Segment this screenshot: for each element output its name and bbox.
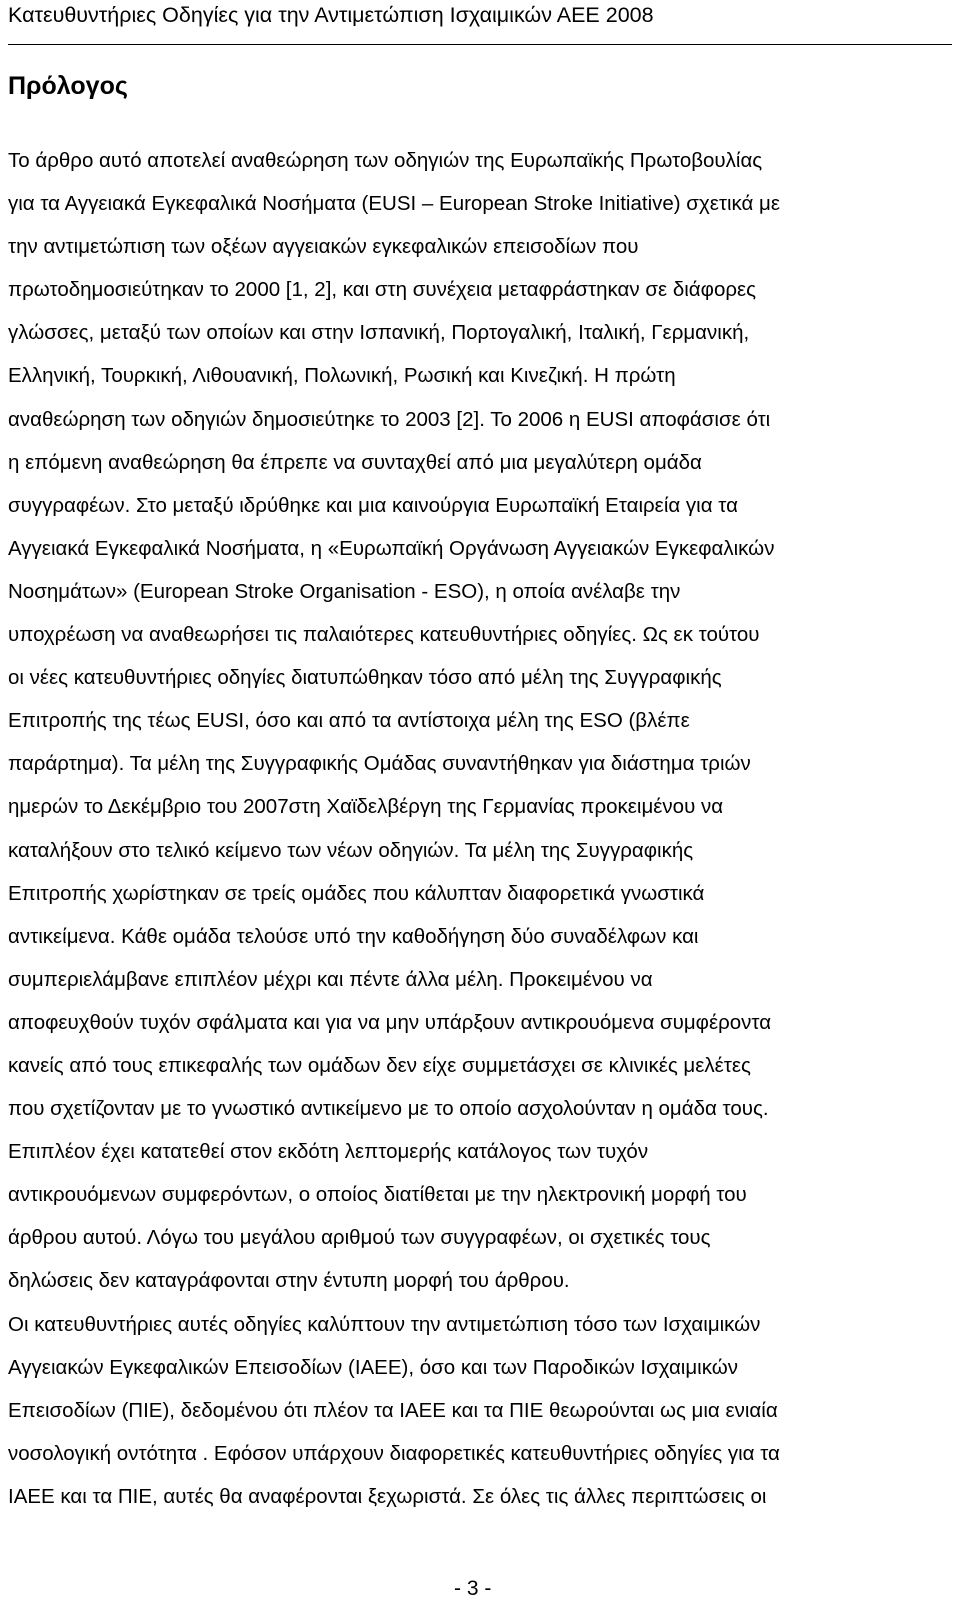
- body-line: που σχετίζονταν με το γνωστικό αντικείμενο με το οποίο ασχολούνταν η ομάδα τους.: [8, 1097, 769, 1121]
- body-line: αντικείμενα. Κάθε ομάδα τελούσε υπό την καθοδήγηση δύο συναδέλφων και: [8, 924, 699, 948]
- body-line: η επόμενη αναθεώρηση θα έπρεπε να συνταχθεί από μια μεγαλύτερη ομάδα: [8, 450, 702, 474]
- body-line: Επιτροπής της τέως EUSI, όσο και από τα αντίστοιχα μέλη της ESO (βλέπε: [8, 709, 690, 733]
- body-line: για τα Αγγειακά Εγκεφαλικά Νοσήματα (EUSI – European Stroke Initiative) σχετικά με: [8, 192, 780, 216]
- body-line: Νοσημάτων» (European Stroke Organisation - ESO), η οποία ανέλαβε την: [8, 579, 681, 603]
- body-line: υποχρέωση να αναθεωρήσει τις παλαιότερες κατευθυντήριες οδηγίες. Ως εκ τούτου: [8, 623, 760, 647]
- body-line: καταλήξουν στο τελικό κείμενο των νέων οδηγιών. Τα μέλη της Συγγραφικής: [8, 838, 694, 862]
- body-line: ΙΑΕΕ και τα ΠΙΕ, αυτές θα αναφέρονται ξεχωριστά. Σε όλες τις άλλες περιπτώσεις οι: [8, 1484, 767, 1508]
- body-line: αποφευχθούν τυχόν σφάλματα και για να μην υπάρξουν αντικρουόμενα συμφέροντα: [8, 1010, 772, 1034]
- body-line: οι νέες κατευθυντήριες οδηγίες διατυπώθηκαν τόσο από μέλη της Συγγραφικής: [8, 666, 722, 690]
- body-line: Επιπλέον έχει κατατεθεί στον εκδότη λεπτομερής κατάλογος των τυχόν: [8, 1140, 649, 1164]
- body-line: Το άρθρο αυτό αποτελεί αναθεώρηση των οδηγιών της Ευρωπαϊκής Πρωτοβουλίας: [8, 149, 763, 172]
- body-line: πρωτοδημοσιεύτηκαν το 2000 [1, 2], και στη συνέχεια μεταφράστηκαν σε διάφορες: [8, 278, 757, 302]
- body-line: κανείς από τους επικεφαλής των ομάδων δεν είχε συμμετάσχει σε κλινικές μελέτες: [8, 1053, 751, 1077]
- section-title: Πρόλογος: [8, 72, 128, 100]
- running-header: [8, 0, 952, 45]
- body-line: Επεισοδίων (ΠΙΕ), δεδομένου ότι πλέον τα ΙΑΕΕ και τα ΠΙΕ θεωρούνται ως μια ενιαία: [8, 1398, 778, 1422]
- page-number: - 3 -: [454, 1577, 492, 1600]
- body-line: Οι κατευθυντήριες αυτές οδηγίες καλύπτουν την αντιμετώπιση τόσο των Ισχαιμικών: [8, 1312, 761, 1336]
- body-paragraph: [8, 139, 952, 1518]
- body-line: συγγραφέων. Στο μεταξύ ιδρύθηκε και μια καινούργια Ευρωπαϊκή Εταιρεία για τα: [8, 493, 738, 517]
- body-line: αναθεώρηση των οδηγιών δημοσιεύτηκε το 2003 [2]. Το 2006 η EUSI αποφάσισε ότι: [8, 407, 771, 431]
- body-line: ημερών το Δεκέμβριο του 2007στη Χαϊδελβέργη της Γερμανίας προκειμένου να: [8, 795, 724, 819]
- body-line: δηλώσεις δεν καταγράφονται στην έντυπη μορφή του άρθρου.: [8, 1269, 570, 1293]
- body-line: Επιτροπής χωρίστηκαν σε τρείς ομάδες που κάλυπταν διαφορετικά γνωστικά: [8, 881, 705, 905]
- body-line: Αγγειακά Εγκεφαλικά Νοσήματα, η «Ευρωπαϊκή Οργάνωση Αγγειακών Εγκεφαλικών: [8, 536, 775, 560]
- body-line: άρθρου αυτού. Λόγω του μεγάλου αριθμού των συγγραφέων, οι σχετικές τους: [8, 1226, 711, 1250]
- running-header-title: Κατευθυντήριες Οδηγίες για την Αντιμετώπιση Ισχαιμικών ΑΕΕ 2008: [8, 3, 654, 27]
- body-line: συμπεριελάμβανε επιπλέον μέχρι και πέντε άλλα μέλη. Προκειμένου να: [8, 967, 653, 991]
- body-line: παράρτημα). Τα μέλη της Συγγραφικής Ομάδας συναντήθηκαν για διάστημα τριών: [8, 752, 751, 776]
- body-line: Αγγειακών Εγκεφαλικών Επεισοδίων (ΙΑΕΕ), όσο και των Παροδικών Ισχαιμικών: [8, 1355, 738, 1379]
- body-line: την αντιμετώπιση των οξέων αγγειακών εγκεφαλικών επεισοδίων που: [8, 235, 639, 259]
- body-line: νοσολογική οντότητα . Εφόσον υπάρχουν διαφορετικές κατευθυντήριες οδηγίες για τα: [8, 1441, 780, 1465]
- body-line: Ελληνική, Τουρκική, Λιθουανική, Πολωνική, Ρωσική και Κινεζική. Η πρώτη: [8, 364, 676, 388]
- body-line: γλώσσες, μεταξύ των οποίων και στην Ισπανική, Πορτογαλική, Ιταλική, Γερμανική,: [8, 321, 750, 345]
- body-line: αντικρουόμενων συμφερόντων, ο οποίος διατίθεται με την ηλεκτρονική μορφή του: [8, 1183, 747, 1207]
